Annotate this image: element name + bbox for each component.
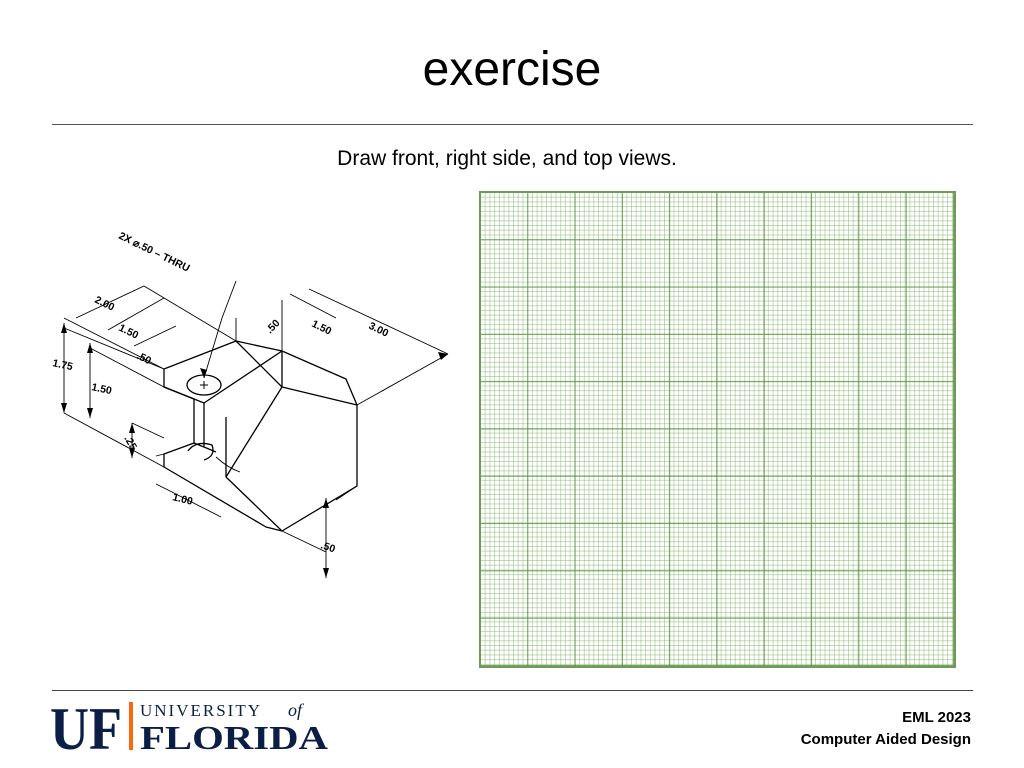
slide-title: exercise [422, 43, 602, 96]
dim-1-50-left: 1.50 [116, 321, 141, 342]
dim-1-00: 1.00 [171, 491, 195, 508]
logo-initials: UF [50, 699, 122, 755]
dim-0-50-left: .50 [134, 349, 154, 368]
dim-1-75: 1.75 [51, 357, 74, 374]
graph-paper [479, 191, 956, 668]
logo-of: of [288, 700, 303, 720]
logo-name-line: FLORIDA [140, 720, 329, 755]
isometric-drawing [46, 218, 466, 598]
dim-2-00: 2.00 [92, 293, 117, 314]
course-name: Computer Aided Design [800, 731, 971, 748]
dim-3-00: 3.00 [366, 319, 391, 340]
hole-callout-label: 2X ⌀.50 – THRU [116, 229, 192, 275]
dim-0-25: .25 [121, 433, 140, 453]
footer-divider [52, 690, 973, 691]
dim-1-50-height: 1.50 [90, 381, 113, 398]
course-info [801, 707, 971, 751]
dim-0-50-top: .50 [263, 317, 283, 337]
logo-university-line: UNIVERSITY [140, 701, 262, 720]
logo-accent-bar [129, 702, 133, 750]
course-code: EML 2023 [902, 709, 971, 726]
university-logo [50, 699, 340, 755]
dim-1-50-top: 1.50 [309, 317, 334, 338]
title-divider [52, 124, 973, 125]
instruction-text: Draw front, right side, and top views. [337, 147, 677, 170]
dim-0-50-bottom: .50 [319, 539, 337, 556]
slanted-face-edges [226, 341, 357, 531]
flange-edges [164, 351, 282, 452]
